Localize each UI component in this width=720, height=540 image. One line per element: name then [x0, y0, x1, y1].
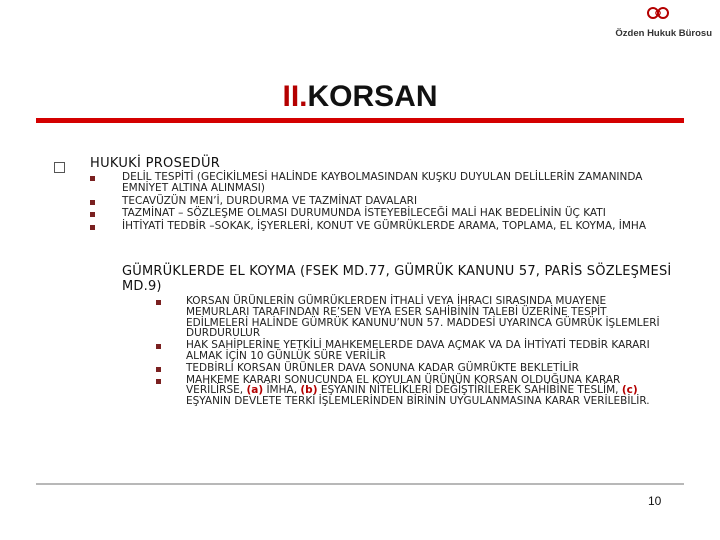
title-number: II. [282, 80, 308, 113]
list-item-text: İHTİYATİ TEDBİR –SOKAK, İŞYERLERİ, KONUT VE GÜMRÜKLERDE ARAMA, TOPLAMA, EL KOYMA, İMHA [122, 220, 647, 233]
square-bullet-icon [156, 344, 161, 349]
list-item [186, 340, 666, 362]
list-item [186, 296, 666, 339]
hollow-square-bullet-icon [54, 162, 65, 173]
square-bullet-icon [90, 225, 95, 230]
title-underline [36, 118, 684, 123]
list-item-text: HAK SAHİPLERİNE YETKİLİ MAHKEMELERDE DAVA AÇMAK VA DA İHTİYATİ TEDBİR KARARI ALMAK İÇİN 10 GÜNLÜK SÜRE VERİLİR [186, 339, 650, 362]
square-bullet-icon [90, 200, 95, 205]
footer-divider [36, 483, 684, 485]
list-item-text-part: MAHKEME KARARI SONUCUNDA EL KOYULAN ÜRÜNÜN KORSAN OLDUĞUNA KARAR VERİLİRSE, [186, 373, 621, 397]
list-item [122, 221, 682, 232]
option-a-marker: (a) [246, 384, 264, 397]
title-text: KORSAN [307, 80, 438, 113]
procedure-list [122, 172, 682, 234]
list-item-text-part: İMHA, [263, 384, 301, 397]
list-item-text: TAZMİNAT – SÖZLEŞME OLMASI DURUMUNDA İSTEYEBİLECEĞİ MALİ HAK BEDELİNİN ÜÇ KATI [122, 207, 606, 220]
list-item [122, 172, 682, 194]
option-c-marker: (c) [621, 384, 638, 397]
square-bullet-icon [90, 212, 95, 217]
slide-title [0, 80, 720, 114]
square-bullet-icon [156, 300, 161, 305]
square-bullet-icon [156, 367, 161, 372]
square-bullet-icon [90, 176, 95, 181]
firm-logo [602, 6, 712, 42]
option-b-marker: (b) [300, 384, 318, 397]
list-item-text-part: EŞYANIN NİTELİKLERİ DEĞİŞTİRİLEREK SAHİBİNE TESLİM, [317, 384, 622, 397]
interlocked-rings-logo-icon [646, 6, 670, 20]
list-item [186, 363, 666, 374]
list-item-text-part: EŞYANIN DEVLETE TERKİ İŞLEMLERİNDEN BİRİNİN UYGULANMASINA KARAR VERİLEBİLİR. [186, 395, 650, 408]
list-item-text: TEDBİRLİ KORSAN ÜRÜNLER DAVA SONUNA KADAR GÜMRÜKTE BEKLETİLİR [186, 361, 579, 374]
list-item [186, 375, 666, 407]
list-item-text: DELİL TESPİTİ (GECİKİLMESİ HALİNDE KAYBOLMASINDAN KUŞKU DUYULAN DELİLLERİN ZAMANINDA EMNİYET ALTINA ALINMASI) [122, 171, 643, 194]
list-item-text: TECAVÜZÜN MEN’İ, DURDURMA VE TAZMİNAT DAVALARI [122, 194, 418, 207]
list-item-text: KORSAN ÜRÜNLERİN GÜMRÜKLERDEN İTHALİ VEYA İHRACI SIRASINDA MUAYENE MEMURLARI TARAFINDAN RE’SEN VEYA ESER SAHİBİNİN TALEBİ ÜZERİNE TESPİT EDİLMELERİ HALİNDE GÜMRÜK KANUNU’NUN 57. MADDESİ UYARINCA GÜMRÜK İŞLEMLERİ DURDURULUR [186, 295, 660, 340]
square-bullet-icon [156, 379, 161, 384]
customs-list [186, 296, 666, 408]
section-heading: HUKUKİ PROSEDÜR [90, 156, 221, 171]
customs-subheading: GÜMRÜKLERDE EL KOYMA (FSEK MD.77, GÜMRÜK KANUNU 57, PARİS SÖZLEŞMESİ MD.9) [122, 264, 672, 294]
page-number: 10 [648, 494, 662, 508]
list-item [122, 196, 682, 207]
list-item [122, 208, 682, 219]
firm-name: Özden Hukuk Bürosu [615, 28, 712, 39]
